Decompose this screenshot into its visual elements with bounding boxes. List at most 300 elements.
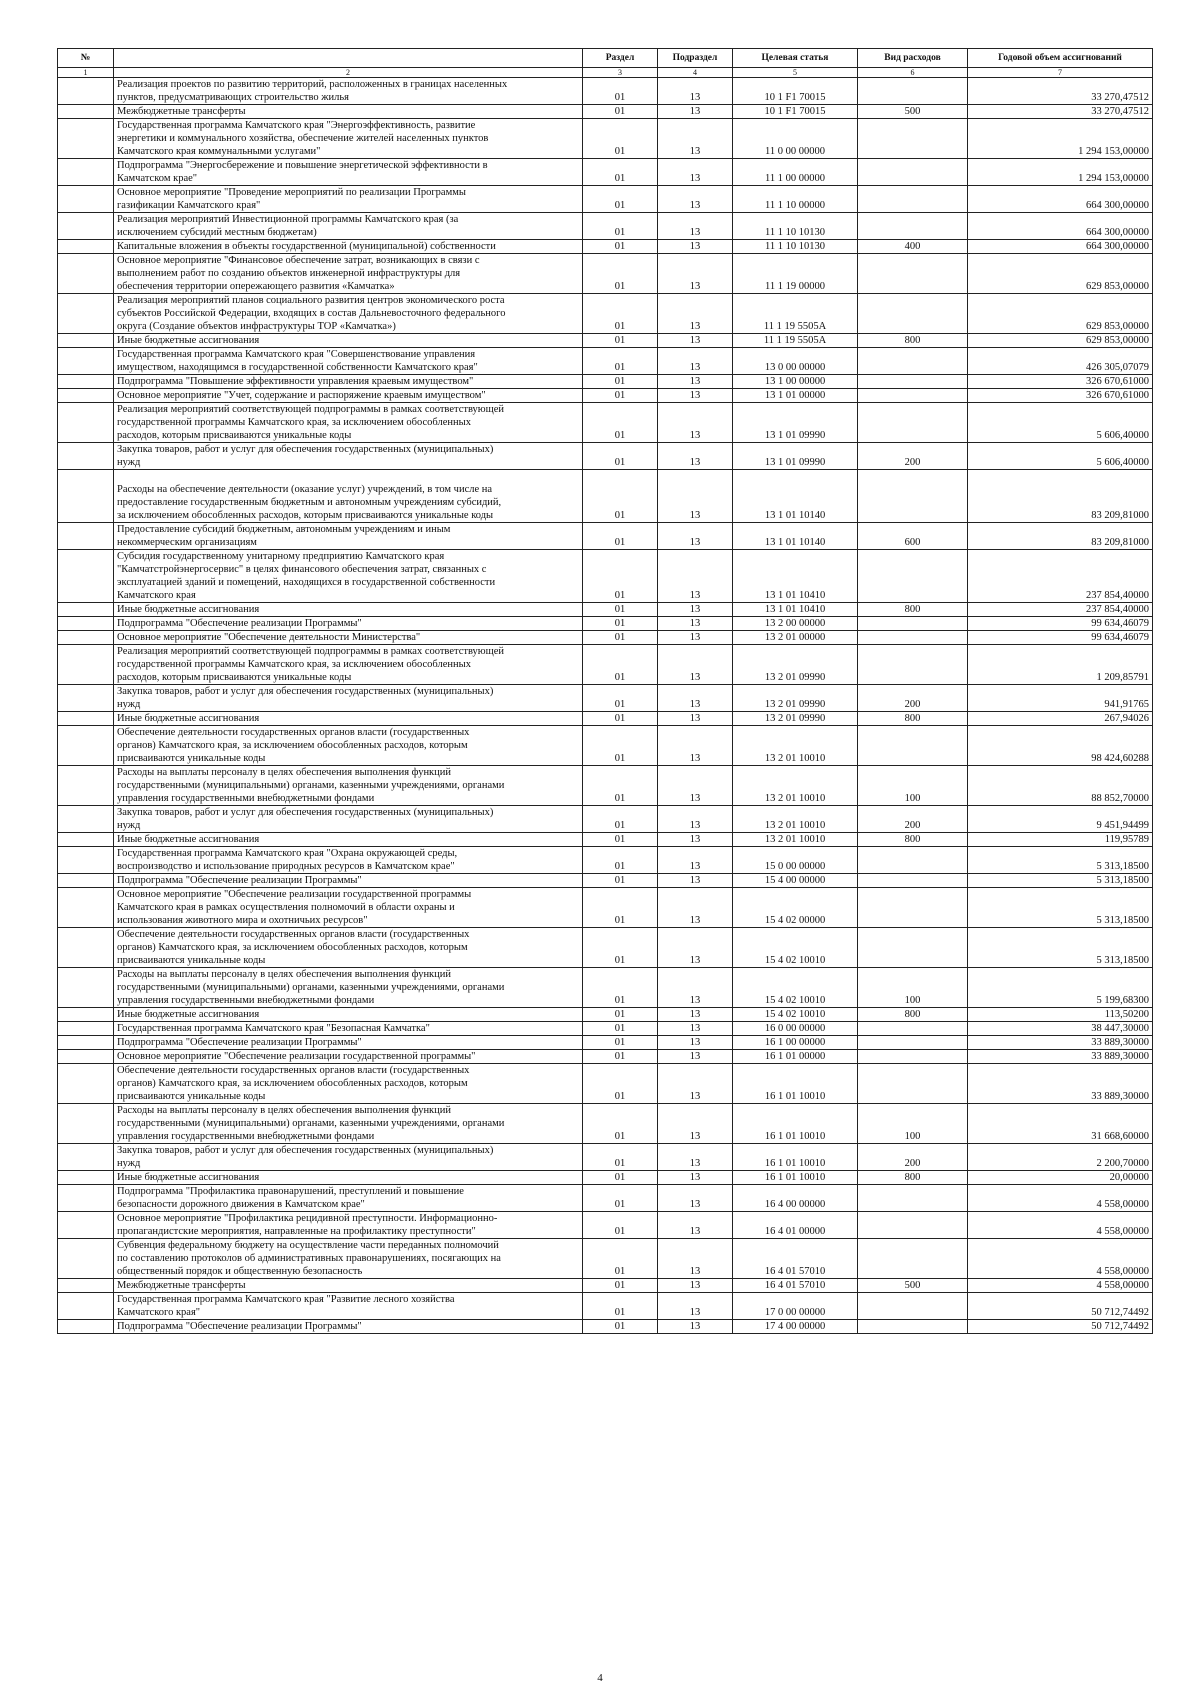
table-row (58, 1104, 1153, 1144)
row-razdel-cell: 01 (583, 1293, 658, 1320)
row-number-cell (58, 617, 114, 631)
row-number-cell (58, 968, 114, 1008)
budget-table (57, 48, 1153, 1334)
row-vid-cell (858, 928, 968, 968)
row-name-cell: Иные бюджетные ассигнования (114, 603, 583, 617)
table-row (58, 645, 1153, 685)
row-podrazdel-cell: 13 (658, 403, 733, 443)
row-name-cell: Иные бюджетные ассигнования (114, 712, 583, 726)
row-razdel-cell: 01 (583, 968, 658, 1008)
row-razdel-cell: 01 (583, 766, 658, 806)
row-number-cell (58, 1185, 114, 1212)
row-name-cell: Закупка товаров, работ и услуг для обеспечения государственных (муниципальных) нужд (114, 1144, 583, 1171)
row-celevaya-cell: 13 1 01 00000 (733, 389, 858, 403)
row-number-cell (58, 685, 114, 712)
row-razdel-cell: 01 (583, 645, 658, 685)
row-name-cell: Межбюджетные трансферты (114, 1279, 583, 1293)
row-vid-cell (858, 726, 968, 766)
row-celevaya-cell: 15 4 02 00000 (733, 888, 858, 928)
table-row (58, 1036, 1153, 1050)
table-row (58, 603, 1153, 617)
row-razdel-cell: 01 (583, 294, 658, 334)
column-number: 7 (968, 68, 1153, 78)
row-sum-cell: 20,00000 (968, 1171, 1153, 1185)
row-vid-cell (858, 213, 968, 240)
row-vid-cell: 100 (858, 766, 968, 806)
row-celevaya-cell: 11 0 00 00000 (733, 119, 858, 159)
row-vid-cell (858, 119, 968, 159)
row-celevaya-cell: 13 2 00 00000 (733, 617, 858, 631)
row-name-cell: Иные бюджетные ассигнования (114, 1008, 583, 1022)
row-sum-cell: 99 634,46079 (968, 631, 1153, 645)
row-vid-cell: 500 (858, 105, 968, 119)
row-sum-cell: 426 305,07079 (968, 348, 1153, 375)
row-number-cell (58, 1212, 114, 1239)
row-podrazdel-cell: 13 (658, 105, 733, 119)
row-celevaya-cell: 13 1 01 10140 (733, 470, 858, 523)
row-sum-cell: 5 606,40000 (968, 403, 1153, 443)
row-podrazdel-cell: 13 (658, 806, 733, 833)
row-vid-cell (858, 631, 968, 645)
row-name-cell: Основное мероприятие "Обеспечение реализации государственной программы" (114, 1050, 583, 1064)
row-vid-cell (858, 1064, 968, 1104)
header-celevaya: Целевая статья (733, 49, 858, 68)
row-razdel-cell: 01 (583, 1022, 658, 1036)
row-vid-cell: 200 (858, 1144, 968, 1171)
row-number-cell (58, 888, 114, 928)
row-razdel-cell: 01 (583, 213, 658, 240)
row-celevaya-cell: 13 1 01 09990 (733, 403, 858, 443)
row-sum-cell: 33 270,47512 (968, 105, 1153, 119)
row-vid-cell (858, 645, 968, 685)
row-number-cell (58, 213, 114, 240)
row-celevaya-cell: 13 2 01 10010 (733, 726, 858, 766)
row-podrazdel-cell: 13 (658, 1279, 733, 1293)
row-podrazdel-cell: 13 (658, 1239, 733, 1279)
row-sum-cell: 4 558,00000 (968, 1212, 1153, 1239)
row-razdel-cell: 01 (583, 1144, 658, 1171)
row-sum-cell: 1 294 153,00000 (968, 159, 1153, 186)
row-sum-cell: 113,50200 (968, 1008, 1153, 1022)
row-razdel-cell: 01 (583, 443, 658, 470)
column-number-row (58, 68, 1153, 78)
row-celevaya-cell: 16 4 00 00000 (733, 1185, 858, 1212)
row-number-cell (58, 1279, 114, 1293)
row-vid-cell (858, 159, 968, 186)
row-celevaya-cell: 13 2 01 09990 (733, 685, 858, 712)
row-razdel-cell: 01 (583, 1064, 658, 1104)
row-sum-cell: 5 313,18500 (968, 874, 1153, 888)
row-celevaya-cell: 11 1 10 10130 (733, 240, 858, 254)
row-celevaya-cell: 16 4 01 57010 (733, 1279, 858, 1293)
row-podrazdel-cell: 13 (658, 119, 733, 159)
table-row (58, 712, 1153, 726)
row-sum-cell: 1 294 153,00000 (968, 119, 1153, 159)
row-number-cell (58, 766, 114, 806)
row-razdel-cell: 01 (583, 334, 658, 348)
table-row (58, 1144, 1153, 1171)
row-podrazdel-cell: 13 (658, 617, 733, 631)
row-razdel-cell: 01 (583, 119, 658, 159)
row-sum-cell: 4 558,00000 (968, 1185, 1153, 1212)
row-razdel-cell: 01 (583, 1279, 658, 1293)
row-podrazdel-cell: 13 (658, 631, 733, 645)
row-vid-cell (858, 1050, 968, 1064)
row-razdel-cell: 01 (583, 928, 658, 968)
table-row (58, 1239, 1153, 1279)
row-number-cell (58, 389, 114, 403)
column-number: 1 (58, 68, 114, 78)
row-vid-cell (858, 1022, 968, 1036)
row-number-cell (58, 78, 114, 105)
row-number-cell (58, 443, 114, 470)
row-razdel-cell: 01 (583, 186, 658, 213)
table-row (58, 523, 1153, 550)
row-razdel-cell: 01 (583, 603, 658, 617)
row-vid-cell (858, 874, 968, 888)
row-name-cell: Предоставление субсидий бюджетным, автономным учреждениям и иным некоммерческим организациям (114, 523, 583, 550)
row-podrazdel-cell: 13 (658, 523, 733, 550)
row-celevaya-cell: 13 2 01 10010 (733, 766, 858, 806)
row-podrazdel-cell: 13 (658, 726, 733, 766)
row-podrazdel-cell: 13 (658, 928, 733, 968)
row-sum-cell: 9 451,94499 (968, 806, 1153, 833)
row-podrazdel-cell: 13 (658, 78, 733, 105)
row-celevaya-cell: 15 0 00 00000 (733, 847, 858, 874)
row-podrazdel-cell: 13 (658, 1036, 733, 1050)
row-name-cell: Субсидия государственному унитарному предприятию Камчатского края "Камчатстройэнергосервис" в целях финансового обеспечения затрат, связанных с эксплуатацией зданий и помещений, находящихся в государственной собственности Камчатского края (114, 550, 583, 603)
row-celevaya-cell: 11 1 10 00000 (733, 186, 858, 213)
row-sum-cell: 1 209,85791 (968, 645, 1153, 685)
row-sum-cell: 33 270,47512 (968, 78, 1153, 105)
row-number-cell (58, 1171, 114, 1185)
row-name-cell: Расходы на обеспечение деятельности (оказание услуг) учреждений, в том числе на предоставление государственным бюджетным и автономным учреждениям субсидий, за исключением обособленных расходов, которым присваиваются уникальные коды (114, 470, 583, 523)
row-podrazdel-cell: 13 (658, 1185, 733, 1212)
row-vid-cell (858, 470, 968, 523)
row-celevaya-cell: 16 4 01 57010 (733, 1239, 858, 1279)
row-razdel-cell: 01 (583, 1104, 658, 1144)
row-razdel-cell: 01 (583, 685, 658, 712)
row-razdel-cell: 01 (583, 470, 658, 523)
row-name-cell: Иные бюджетные ассигнования (114, 334, 583, 348)
row-podrazdel-cell: 13 (658, 712, 733, 726)
row-celevaya-cell: 16 1 01 00000 (733, 1050, 858, 1064)
row-name-cell: Реализация мероприятий Инвестиционной программы Камчатского края (за исключением субсидий местным бюджетам) (114, 213, 583, 240)
row-sum-cell: 83 209,81000 (968, 470, 1153, 523)
table-row (58, 375, 1153, 389)
header-objem: Годовой объем ассигнований (968, 49, 1153, 68)
table-row (58, 1064, 1153, 1104)
row-number-cell (58, 847, 114, 874)
row-celevaya-cell: 13 1 01 09990 (733, 443, 858, 470)
row-podrazdel-cell: 13 (658, 254, 733, 294)
row-vid-cell: 600 (858, 523, 968, 550)
table-row (58, 726, 1153, 766)
row-name-cell: Расходы на выплаты персоналу в целях обеспечения выполнения функций государственными (муниципальными) органами, казенными учреждениями, органами управления государственными внебюджетными фондами (114, 968, 583, 1008)
row-number-cell (58, 1064, 114, 1104)
row-number-cell (58, 645, 114, 685)
row-podrazdel-cell: 13 (658, 968, 733, 1008)
row-sum-cell: 237 854,40000 (968, 550, 1153, 603)
table-row (58, 389, 1153, 403)
row-sum-cell: 50 712,74492 (968, 1293, 1153, 1320)
row-celevaya-cell: 16 0 00 00000 (733, 1022, 858, 1036)
row-sum-cell: 50 712,74492 (968, 1320, 1153, 1334)
row-name-cell: Расходы на выплаты персоналу в целях обеспечения выполнения функций государственными (муниципальными) органами, казенными учреждениями, органами управления государственными внебюджетными фондами (114, 766, 583, 806)
row-celevaya-cell: 13 2 01 10010 (733, 833, 858, 847)
row-name-cell: Подпрограмма "Обеспечение реализации Программы" (114, 1036, 583, 1050)
row-celevaya-cell: 13 2 01 00000 (733, 631, 858, 645)
row-podrazdel-cell: 13 (658, 1022, 733, 1036)
row-vid-cell: 100 (858, 1104, 968, 1144)
row-razdel-cell: 01 (583, 631, 658, 645)
row-celevaya-cell: 16 1 01 10010 (733, 1144, 858, 1171)
row-sum-cell: 5 313,18500 (968, 928, 1153, 968)
row-razdel-cell: 01 (583, 1320, 658, 1334)
table-row (58, 443, 1153, 470)
row-razdel-cell: 01 (583, 240, 658, 254)
row-name-cell: Закупка товаров, работ и услуг для обеспечения государственных (муниципальных) нужд (114, 806, 583, 833)
row-vid-cell: 800 (858, 833, 968, 847)
row-sum-cell: 38 447,30000 (968, 1022, 1153, 1036)
row-number-cell (58, 403, 114, 443)
row-podrazdel-cell: 13 (658, 766, 733, 806)
row-vid-cell (858, 254, 968, 294)
row-podrazdel-cell: 13 (658, 685, 733, 712)
row-sum-cell: 5 313,18500 (968, 888, 1153, 928)
row-vid-cell (858, 78, 968, 105)
row-celevaya-cell: 16 4 01 00000 (733, 1212, 858, 1239)
row-razdel-cell: 01 (583, 375, 658, 389)
row-name-cell: Субвенция федеральному бюджету на осуществление части переданных полномочий по составлению протоколов об административных правонарушениях, посягающих на общественный порядок и общественную безопасность (114, 1239, 583, 1279)
row-number-cell (58, 159, 114, 186)
row-podrazdel-cell: 13 (658, 470, 733, 523)
row-razdel-cell: 01 (583, 712, 658, 726)
row-name-cell: Расходы на выплаты персоналу в целях обеспечения выполнения функций государственными (муниципальными) органами, казенными учреждениями, органами управления государственными внебюджетными фондами (114, 1104, 583, 1144)
table-row (58, 240, 1153, 254)
row-podrazdel-cell: 13 (658, 1293, 733, 1320)
row-vid-cell (858, 1185, 968, 1212)
row-podrazdel-cell: 13 (658, 645, 733, 685)
row-razdel-cell: 01 (583, 726, 658, 766)
table-row (58, 1050, 1153, 1064)
table-row (58, 119, 1153, 159)
row-podrazdel-cell: 13 (658, 443, 733, 470)
table-header (58, 49, 1153, 78)
row-vid-cell (858, 1320, 968, 1334)
row-razdel-cell: 01 (583, 1171, 658, 1185)
row-number-cell (58, 1104, 114, 1144)
row-celevaya-cell: 16 1 00 00000 (733, 1036, 858, 1050)
row-vid-cell (858, 888, 968, 928)
row-celevaya-cell: 16 1 01 10010 (733, 1064, 858, 1104)
row-name-cell: Реализация мероприятий планов социального развития центров экономического роста субъектов Российской Федерации, входящих в состав Дальневосточного федерального округа (Создание объектов инфраструктуры ТОР «Камчатка») (114, 294, 583, 334)
table-row (58, 1185, 1153, 1212)
row-celevaya-cell: 11 1 19 00000 (733, 254, 858, 294)
row-celevaya-cell: 16 1 01 10010 (733, 1171, 858, 1185)
row-vid-cell: 800 (858, 1171, 968, 1185)
row-podrazdel-cell: 13 (658, 1212, 733, 1239)
row-number-cell (58, 874, 114, 888)
row-podrazdel-cell: 13 (658, 1171, 733, 1185)
row-sum-cell: 941,91765 (968, 685, 1153, 712)
row-vid-cell (858, 617, 968, 631)
row-vid-cell (858, 847, 968, 874)
row-name-cell: Реализация мероприятий соответствующей подпрограммы в рамках соответствующей государственной программы Камчатского края, за исключением обособленных расходов, которым присваиваются уникальные коды (114, 403, 583, 443)
row-celevaya-cell: 11 1 00 00000 (733, 159, 858, 186)
row-name-cell: Обеспечение деятельности государственных органов власти (государственных органов) Камчатского края, за исключением обособленных расходов, которым присваиваются уникальные коды (114, 726, 583, 766)
row-number-cell (58, 1239, 114, 1279)
row-podrazdel-cell: 13 (658, 389, 733, 403)
row-razdel-cell: 01 (583, 888, 658, 928)
table-row (58, 213, 1153, 240)
table-row (58, 1171, 1153, 1185)
row-sum-cell: 629 853,00000 (968, 294, 1153, 334)
row-vid-cell (858, 294, 968, 334)
column-number: 6 (858, 68, 968, 78)
table-row (58, 874, 1153, 888)
table-row (58, 968, 1153, 1008)
row-podrazdel-cell: 13 (658, 375, 733, 389)
budget-sheet (57, 48, 1152, 1334)
row-vid-cell: 200 (858, 806, 968, 833)
row-number-cell (58, 240, 114, 254)
row-podrazdel-cell: 13 (658, 1104, 733, 1144)
row-sum-cell: 629 853,00000 (968, 334, 1153, 348)
row-name-cell: Подпрограмма "Обеспечение реализации Программы" (114, 874, 583, 888)
row-celevaya-cell: 13 1 01 10140 (733, 523, 858, 550)
header-razdel: Раздел (583, 49, 658, 68)
table-row (58, 1320, 1153, 1334)
row-sum-cell: 119,95789 (968, 833, 1153, 847)
row-sum-cell: 5 606,40000 (968, 443, 1153, 470)
row-name-cell: Основное мероприятие "Обеспечение деятельности Министерства" (114, 631, 583, 645)
row-number-cell (58, 1144, 114, 1171)
row-podrazdel-cell: 13 (658, 847, 733, 874)
row-name-cell: Межбюджетные трансферты (114, 105, 583, 119)
table-row (58, 403, 1153, 443)
table-row (58, 1293, 1153, 1320)
row-podrazdel-cell: 13 (658, 334, 733, 348)
row-celevaya-cell: 10 1 F1 70015 (733, 105, 858, 119)
row-sum-cell: 98 424,60288 (968, 726, 1153, 766)
table-row (58, 105, 1153, 119)
row-razdel-cell: 01 (583, 833, 658, 847)
row-vid-cell (858, 186, 968, 213)
row-celevaya-cell: 15 4 00 00000 (733, 874, 858, 888)
row-podrazdel-cell: 13 (658, 550, 733, 603)
row-name-cell: Реализация проектов по развитию территорий, расположенных в границах населенных пунктов, предусматривающих строительство жилья (114, 78, 583, 105)
row-name-cell: Обеспечение деятельности государственных органов власти (государственных органов) Камчатского края, за исключением обособленных расходов, которым присваиваются уникальные коды (114, 1064, 583, 1104)
table-row (58, 1008, 1153, 1022)
row-vid-cell: 500 (858, 1279, 968, 1293)
row-number-cell (58, 334, 114, 348)
header-num: № (58, 49, 114, 68)
row-podrazdel-cell: 13 (658, 1320, 733, 1334)
row-number-cell (58, 631, 114, 645)
row-razdel-cell: 01 (583, 254, 658, 294)
row-celevaya-cell: 11 1 19 5505A (733, 294, 858, 334)
row-podrazdel-cell: 13 (658, 213, 733, 240)
row-podrazdel-cell: 13 (658, 240, 733, 254)
row-name-cell: Иные бюджетные ассигнования (114, 833, 583, 847)
row-sum-cell: 33 889,30000 (968, 1036, 1153, 1050)
row-sum-cell: 88 852,70000 (968, 766, 1153, 806)
row-name-cell: Обеспечение деятельности государственных органов власти (государственных органов) Камчатского края, за исключением обособленных расходов, которым присваиваются уникальные коды (114, 928, 583, 968)
row-name-cell: Основное мероприятие "Проведение мероприятий по реализации Программы газификации Камчатского края" (114, 186, 583, 213)
row-celevaya-cell: 13 1 01 10410 (733, 603, 858, 617)
row-razdel-cell: 01 (583, 159, 658, 186)
row-vid-cell: 800 (858, 603, 968, 617)
row-number-cell (58, 1293, 114, 1320)
table-row (58, 806, 1153, 833)
row-name-cell: Закупка товаров, работ и услуг для обеспечения государственных (муниципальных) нужд (114, 443, 583, 470)
row-sum-cell: 326 670,61000 (968, 389, 1153, 403)
row-podrazdel-cell: 13 (658, 1144, 733, 1171)
row-number-cell (58, 523, 114, 550)
row-name-cell: Капитальные вложения в объекты государственной (муниципальной) собственности (114, 240, 583, 254)
header-name (114, 49, 583, 68)
row-vid-cell (858, 389, 968, 403)
table-row (58, 159, 1153, 186)
row-sum-cell: 83 209,81000 (968, 523, 1153, 550)
table-row (58, 888, 1153, 928)
table-row (58, 847, 1153, 874)
row-name-cell: Государственная программа Камчатского края "Совершенствование управления имуществом, находящимся в государственной собственности Камчатского края" (114, 348, 583, 375)
table-row (58, 928, 1153, 968)
row-number-cell (58, 806, 114, 833)
row-podrazdel-cell: 13 (658, 186, 733, 213)
table-row (58, 631, 1153, 645)
row-name-cell: Государственная программа Камчатского края "Энергоэффективность, развитие энергетики и коммунального хозяйства, обеспечение жителей населенных пунктов Камчатского края коммунальными услугами" (114, 119, 583, 159)
table-row (58, 78, 1153, 105)
row-sum-cell: 99 634,46079 (968, 617, 1153, 631)
row-name-cell: Основное мероприятие "Профилактика рецидивной преступности. Информационно- пропагандистские мероприятия, направленные на профилактику преступности" (114, 1212, 583, 1239)
row-sum-cell: 31 668,60000 (968, 1104, 1153, 1144)
row-sum-cell: 33 889,30000 (968, 1064, 1153, 1104)
row-podrazdel-cell: 13 (658, 833, 733, 847)
row-name-cell: Закупка товаров, работ и услуг для обеспечения государственных (муниципальных) нужд (114, 685, 583, 712)
row-razdel-cell: 01 (583, 617, 658, 631)
row-name-cell: Подпрограмма "Профилактика правонарушений, преступлений и повышение безопасности дорожного движения в Камчатском крае" (114, 1185, 583, 1212)
row-podrazdel-cell: 13 (658, 1064, 733, 1104)
table-row (58, 186, 1153, 213)
table-row (58, 833, 1153, 847)
row-podrazdel-cell: 13 (658, 348, 733, 375)
row-number-cell (58, 712, 114, 726)
row-razdel-cell: 01 (583, 1050, 658, 1064)
row-number-cell (58, 603, 114, 617)
row-celevaya-cell: 15 4 02 10010 (733, 968, 858, 1008)
row-vid-cell: 800 (858, 334, 968, 348)
row-name-cell: Основное мероприятие "Финансовое обеспечение затрат, возникающих в связи с выполнением работ по созданию объектов инженерной инфраструктуры для обеспечения территории опережающего развития «Камчатка» (114, 254, 583, 294)
row-razdel-cell: 01 (583, 348, 658, 375)
row-sum-cell: 664 300,00000 (968, 186, 1153, 213)
table-row (58, 1212, 1153, 1239)
row-razdel-cell: 01 (583, 1212, 658, 1239)
header-podrazdel: Подраздел (658, 49, 733, 68)
row-number-cell (58, 1036, 114, 1050)
row-sum-cell: 2 200,70000 (968, 1144, 1153, 1171)
row-podrazdel-cell: 13 (658, 874, 733, 888)
row-name-cell: Подпрограмма "Повышение эффективности управления краевым имуществом" (114, 375, 583, 389)
row-celevaya-cell: 13 2 01 09990 (733, 712, 858, 726)
row-sum-cell: 664 300,00000 (968, 213, 1153, 240)
row-celevaya-cell: 17 4 00 00000 (733, 1320, 858, 1334)
row-sum-cell: 664 300,00000 (968, 240, 1153, 254)
row-number-cell (58, 294, 114, 334)
table-row (58, 334, 1153, 348)
